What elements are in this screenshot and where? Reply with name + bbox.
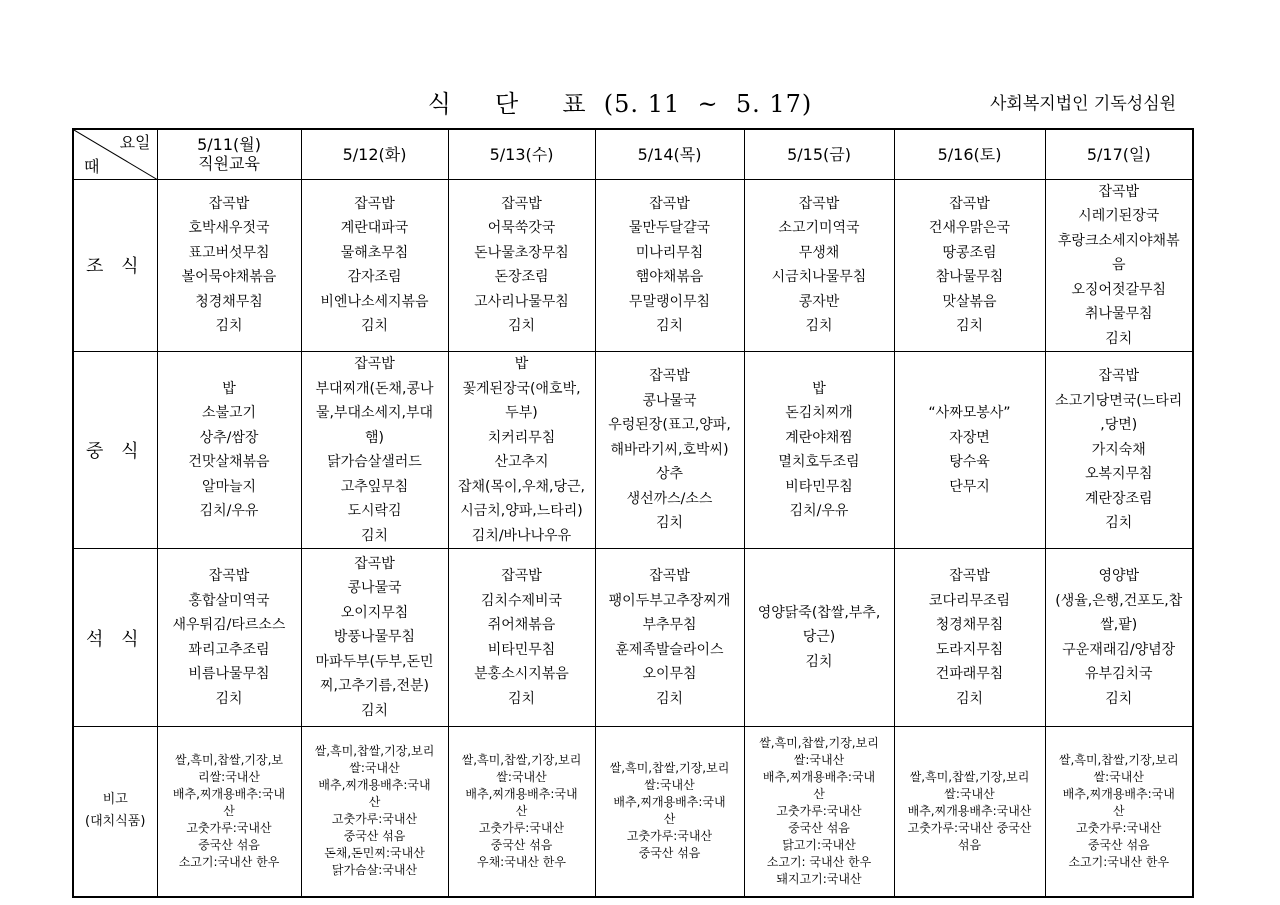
menu-item: 잡곡밥 <box>649 368 690 385</box>
menu-item: 두부) <box>505 405 538 421</box>
menu-item: 건파래무침 <box>935 666 1004 682</box>
origin-line: 소고기: 국내산 한우 <box>766 854 872 869</box>
origin-line: 배추,찌개용배추:국내 <box>172 786 286 801</box>
origin-line: 배추,찌개용배추:국내산 <box>907 803 1032 818</box>
menu-item: 호박새우젓국 <box>188 220 270 237</box>
menu-item: 잡곡밥 <box>354 555 395 572</box>
origin-line: 쌀,흑미,찹쌀,기장,보리 <box>609 761 730 776</box>
origin-line: 고춧가루:국내산 중국산 <box>907 820 1032 835</box>
menu-item: 잡곡밥 <box>798 195 840 212</box>
meal-cell <box>744 352 894 549</box>
menu-item: 감자조림 <box>347 269 402 286</box>
menu-item: 미나리무침 <box>635 244 704 261</box>
menu-item: 김치 <box>805 318 833 335</box>
day-date: 5/14(목) <box>637 144 702 164</box>
menu-item: 잡곡밥 <box>649 195 690 212</box>
menu-item: 김치 <box>360 527 389 544</box>
lunch-row <box>73 352 1193 549</box>
day-date: 5/12(화) <box>342 144 407 164</box>
origin-line: 중국산 섞음 <box>490 837 553 852</box>
page-title: 식 단 표 (5. 11 ~ 5. 17) <box>427 90 813 118</box>
origin-line: 쌀,흑미,찹쌀,기장,보리 <box>1058 752 1179 767</box>
origin-line: 쌀,흑미,찹쌀,기장,보 <box>175 752 283 767</box>
menu-item: 햄) <box>365 429 384 446</box>
day-date: 5/16(토) <box>937 144 1002 164</box>
origin-line: 산 <box>223 803 235 818</box>
menu-item: 해바라기씨,호박씨) <box>610 441 729 458</box>
origin-line: 배추,찌개용배추:국내 <box>1062 786 1175 801</box>
origin-line: 쌀,흑미,찹쌀,기장,보리 <box>909 769 1030 784</box>
ingredient-origin-cell <box>1045 727 1193 897</box>
menu-item: 청경채무침 <box>195 293 263 310</box>
origin-line: 돼지고기:국내산 <box>776 871 862 886</box>
row-label <box>73 549 157 727</box>
menu-item: 콩나물국 <box>347 580 402 597</box>
menu-item: 고추잎무침 <box>340 478 409 495</box>
menu-item: 가지숙채 <box>1091 441 1146 458</box>
menu-item: 땅콩조림 <box>942 244 997 261</box>
menu-item: 돈나물초장무침 <box>474 244 569 261</box>
menu-item: 비엔나소세지볶음 <box>320 293 429 310</box>
menu-item: 볼어묵야채볶음 <box>181 269 277 286</box>
row-label-text: 중 식 <box>86 441 145 462</box>
menu-item: 무생채 <box>798 244 840 261</box>
meal-cell <box>894 352 1045 549</box>
origin-line: 닭고기:국내산 <box>782 837 856 852</box>
menu-item: 오복지무침 <box>1084 466 1153 483</box>
menu-item: 김치 <box>507 690 536 707</box>
ingredient-origin-cell <box>595 727 744 897</box>
menu-item: “사짜모봉사” <box>928 405 1011 421</box>
menu-item: 잡곡밥 <box>208 568 250 584</box>
menu-item: 멸치호두조림 <box>778 454 860 470</box>
meal-cell <box>744 179 894 352</box>
menu-table <box>72 128 1194 898</box>
menu-item: 콩자반 <box>798 293 840 310</box>
menu-item: 건새우맑은국 <box>928 220 1011 237</box>
menu-item: 밥 <box>514 356 529 372</box>
menu-item: 물해초무침 <box>340 244 409 261</box>
menu-item: 표고버섯무침 <box>188 244 270 261</box>
menu-item: 김치 <box>215 690 243 707</box>
origin-line: 닭가슴살:국내산 <box>331 863 418 878</box>
origin-line: 산 <box>368 795 381 810</box>
origin-line: 쌀:국내산 <box>644 778 695 793</box>
origin-line: 배추,찌개용배추:국내 <box>318 778 431 793</box>
meal-cell <box>595 179 744 352</box>
menu-item: 김치 <box>1105 690 1133 707</box>
meal-cell <box>1045 549 1193 727</box>
menu-item: 김치 <box>955 690 984 707</box>
menu-item: 자장면 <box>949 429 990 446</box>
menu-item: 쌀,팥) <box>1100 617 1138 633</box>
meal-cell <box>744 549 894 727</box>
menu-item: 김치 <box>655 690 684 707</box>
menu-item: 상추/쌈장 <box>199 429 259 446</box>
ingredient-origin-cell <box>301 727 448 897</box>
menu-item: 잡곡밥 <box>649 568 690 584</box>
menu-item: 꽃게된장국(애호박, <box>462 380 581 397</box>
meal-cell <box>157 179 301 352</box>
origin-line: 우채:국내산 한우 <box>476 854 566 869</box>
menu-item: 어묵쑥갓국 <box>487 220 556 237</box>
menu-item: 구운재래김/양념장 <box>1062 641 1176 658</box>
meal-cell <box>595 549 744 727</box>
corner-cell <box>73 129 157 179</box>
menu-item: 밥 <box>222 380 236 397</box>
menu-item: 산고추지 <box>494 454 549 470</box>
origin-line: 산 <box>515 803 528 818</box>
origin-line: 고춧가루:국내산 <box>478 820 565 835</box>
origin-line: 쌀,흑미,찹쌀,기장,보리 <box>314 744 435 759</box>
menu-item: 치커리무침 <box>487 429 556 446</box>
day-header <box>1045 129 1193 179</box>
ingredient-origin-cell <box>744 727 894 897</box>
menu-item: 김치/바나나우유 <box>471 527 572 544</box>
menu-item: 시레기된장국 <box>1078 208 1160 224</box>
origin-line: 중국산 섞음 <box>788 820 850 835</box>
origin-line: 쌀:국내산 <box>944 786 995 801</box>
menu-item: 김치 <box>1105 515 1133 532</box>
origin-line: 배추,찌개용배추:국내 <box>613 795 726 810</box>
row-label <box>73 179 157 352</box>
meal-cell <box>1045 179 1193 352</box>
row-label <box>73 352 157 549</box>
origin-line: 배추,찌개용배추:국내 <box>465 786 578 801</box>
menu-item: 잡곡밥 <box>1098 368 1140 385</box>
menu-item: 김치 <box>955 318 984 335</box>
day-date: 5/11(월) <box>197 135 261 155</box>
menu-item: 돈장조림 <box>494 269 549 286</box>
menu-item: 김치 <box>655 318 684 335</box>
notes-row <box>73 727 1193 897</box>
menu-item: 김치 <box>1105 330 1133 347</box>
menu-item: 김치수제비국 <box>480 592 563 609</box>
day-date: 5/17(일) <box>1086 144 1151 164</box>
menu-item: 김치 <box>655 515 684 532</box>
menu-item: 생선까스/소스 <box>626 490 713 507</box>
origin-line: 고춧가루:국내산 <box>626 829 713 844</box>
origin-line: 중국산 섞음 <box>198 837 260 852</box>
menu-item: 잡곡밥 <box>949 568 990 584</box>
menu-item: 김치/우유 <box>789 503 849 519</box>
menu-item: 팽이두부고추장찌개 <box>608 592 731 609</box>
menu-item: 우렁된장(표고,양파, <box>608 417 731 434</box>
organization-name: 사회복지법인 기독성심원 <box>990 94 1177 114</box>
meal-cell <box>894 549 1045 727</box>
row-label <box>73 727 157 897</box>
corner-time-label: 때 <box>84 156 100 176</box>
meal-cell <box>1045 352 1193 549</box>
menu-item: 도라지무침 <box>935 641 1004 658</box>
menu-item: 맛살볶음 <box>942 293 997 310</box>
menu-item: 고사리나물무침 <box>474 293 569 310</box>
menu-item: 계란야채찜 <box>785 429 853 446</box>
menu-item: 콩나물국 <box>642 392 697 409</box>
menu-item: 부대찌개(돈채,콩나 <box>315 380 434 397</box>
meal-cell <box>894 179 1045 352</box>
day-date: 5/13(수) <box>489 144 554 164</box>
menu-item: 영양밥 <box>1098 568 1140 584</box>
menu-item: 오이지무침 <box>340 604 409 621</box>
origin-line: 쌀,흑미,찹쌀,기장,보리 <box>461 752 582 767</box>
origin-line: 배추,찌개용배추:국내 <box>762 769 876 784</box>
row-label-text: 조 식 <box>86 256 145 278</box>
menu-item: 김치 <box>805 653 833 670</box>
menu-item: 돈김치찌개 <box>785 405 853 421</box>
menu-item: 시금치,양파,느타리) <box>460 503 583 519</box>
day-header <box>595 129 744 179</box>
menu-item: 쥐어채볶음 <box>487 617 556 633</box>
menu-item: 마파두부(두부,돈민 <box>315 653 434 670</box>
menu-item: 잡곡밥 <box>208 195 250 212</box>
menu-item: 계란대파국 <box>340 220 409 237</box>
menu-item: 영양닭죽(찹쌀,부추, <box>757 604 881 621</box>
menu-item: 새우튀김/타르소스 <box>172 617 286 633</box>
menu-item: 잡곡밥 <box>501 568 542 584</box>
menu-item: 부추무침 <box>642 617 697 633</box>
menu-item: 잡곡밥 <box>1098 183 1140 200</box>
dinner-row <box>73 549 1193 727</box>
menu-item: 비타민무침 <box>487 641 556 658</box>
menu-item: 밥 <box>812 380 826 397</box>
origin-line: 고춧가루:국내산 <box>331 812 418 827</box>
origin-line: 돈채,돈민찌:국내산 <box>324 846 425 861</box>
breakfast-row <box>73 179 1193 352</box>
menu-item: 건맛살채볶음 <box>188 454 270 470</box>
menu-item: 김치 <box>507 318 536 335</box>
origin-line: 쌀:국내산 <box>496 769 547 784</box>
menu-item: 오이무침 <box>642 666 697 682</box>
menu-item: 잡곡밥 <box>354 356 395 372</box>
menu-item: 비름나물무침 <box>188 666 270 682</box>
day-header <box>301 129 448 179</box>
menu-item: 청경채무침 <box>935 617 1004 633</box>
ingredient-origin-cell <box>157 727 301 897</box>
header-row <box>73 129 1193 179</box>
row-label-text: 비고 <box>102 792 128 808</box>
menu-item: 계란장조림 <box>1084 490 1153 507</box>
origin-line: 리쌀:국내산 <box>197 769 260 784</box>
row-label-text: (대치식품) <box>85 814 146 830</box>
meal-cell <box>448 352 595 549</box>
ingredient-origin-cell <box>448 727 595 897</box>
menu-item: 유부김치국 <box>1084 666 1153 682</box>
meal-cell <box>448 549 595 727</box>
day-header <box>157 129 301 179</box>
menu-item: 탕수육 <box>949 454 990 470</box>
menu-item: 분홍소시지볶음 <box>474 666 569 682</box>
row-label-text: 석 식 <box>86 628 145 650</box>
menu-item: 참나물무침 <box>935 269 1004 286</box>
meal-cell <box>301 549 448 727</box>
menu-item: 도시락김 <box>347 503 402 519</box>
meal-cell <box>448 179 595 352</box>
origin-line: 쌀:국내산 <box>349 761 400 776</box>
menu-item: 코다리무조림 <box>928 592 1011 609</box>
menu-item: 김치 <box>360 318 389 335</box>
origin-line: 섞음 <box>957 837 982 852</box>
menu-item: 소불고기 <box>201 405 257 421</box>
menu-item: 김치/우유 <box>199 503 259 519</box>
menu-item: 물,부대소세지,부대 <box>315 405 434 421</box>
origin-line: 산 <box>663 812 676 827</box>
origin-line: 중국산 섞음 <box>343 829 406 844</box>
origin-line: 쌀:국내산 <box>1093 769 1144 784</box>
menu-item: 훈제족발슬라이스 <box>615 641 724 658</box>
menu-item: 잡곡밥 <box>354 195 395 212</box>
menu-item: 방풍나물무침 <box>333 629 416 646</box>
menu-item: 찌,고추기름,전분) <box>319 678 430 695</box>
day-header <box>744 129 894 179</box>
menu-item: ,당면) <box>1100 417 1138 434</box>
origin-line: 산 <box>813 786 825 801</box>
origin-line: 중국산 섞음 <box>638 846 701 861</box>
menu-item: (생율,은행,건포도,찹 <box>1055 592 1183 609</box>
menu-item: 오징어젓갈무침 <box>1071 281 1167 298</box>
menu-item: 시금치나물무침 <box>771 269 867 286</box>
menu-item: 잡곡밥 <box>501 195 542 212</box>
origin-line: 고춧가루:국내산 <box>186 820 272 835</box>
meal-cell <box>157 549 301 727</box>
origin-line: 쌀,흑미,찹쌀,기장,보리 <box>759 735 879 750</box>
origin-line: 소고기:국내산 한우 <box>1068 854 1170 869</box>
menu-item: 물만두달걀국 <box>628 220 711 237</box>
menu-item: 알마늘지 <box>201 478 257 495</box>
origin-line: 중국산 섞음 <box>1087 837 1150 852</box>
menu-item: 꽈리고추조림 <box>188 641 270 658</box>
menu-item: 상추 <box>655 466 684 483</box>
day-header <box>894 129 1045 179</box>
day-note: 직원교육 <box>198 154 260 174</box>
origin-line: 산 <box>1112 803 1125 818</box>
meal-cell <box>301 179 448 352</box>
menu-item: 음 <box>1111 257 1126 273</box>
origin-line: 쌀:국내산 <box>793 752 845 767</box>
menu-item: 비타민무침 <box>785 478 853 495</box>
menu-item: 햄야채볶음 <box>635 269 704 286</box>
day-header <box>448 129 595 179</box>
meal-cell <box>595 352 744 549</box>
menu-item: 홍합살미역국 <box>188 592 270 609</box>
menu-item: 잡채(목이,우채,당근, <box>457 478 585 495</box>
menu-item: 소고기당면국(느타리 <box>1055 392 1183 409</box>
menu-item: 김치 <box>215 318 243 335</box>
origin-line: 소고기:국내산 한우 <box>178 854 280 869</box>
menu-item: 닭가슴살샐러드 <box>327 454 422 470</box>
menu-item: 소고기미역국 <box>778 220 860 237</box>
menu-item: 김치 <box>360 702 389 719</box>
meal-cell <box>301 352 448 549</box>
meal-cell <box>157 352 301 549</box>
origin-line: 고춧가루:국내산 <box>1076 820 1162 835</box>
day-date: 5/15(금) <box>787 144 851 164</box>
menu-item: 단무지 <box>949 478 990 495</box>
menu-item: 잡곡밥 <box>949 195 990 212</box>
menu-item: 후랑크소세지야채볶 <box>1057 232 1180 249</box>
corner-day-label: 요일 <box>119 133 151 152</box>
ingredient-origin-cell <box>894 727 1045 897</box>
menu-item: 당근) <box>802 629 836 646</box>
menu-item: 무말랭이무침 <box>628 293 711 310</box>
menu-item: 취나물무침 <box>1084 306 1153 322</box>
origin-line: 고춧가루:국내산 <box>776 803 862 818</box>
